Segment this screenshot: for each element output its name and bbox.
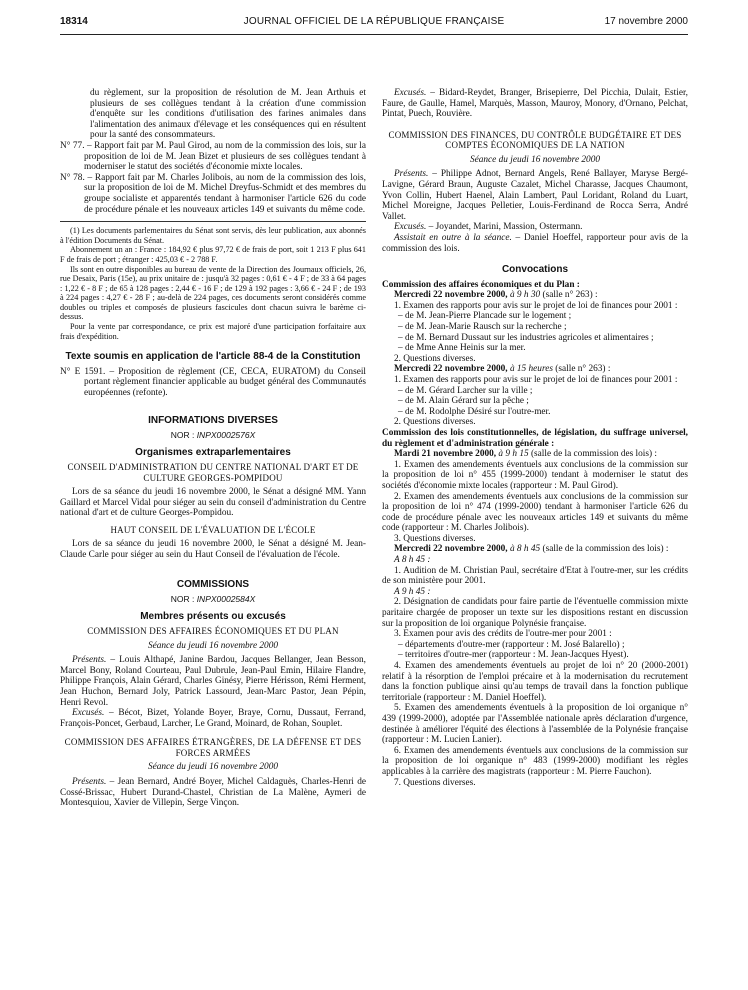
conseil-title: CONSEIL D'ADMINISTRATION DU CENTRE NATIONAL D'ART ET DE CULTURE GEORGES-POMPIDOU bbox=[67, 462, 359, 483]
time-slot: A 8 h 45 : bbox=[394, 555, 431, 566]
footnote-3: Ils sont en outre disponibles au bureau de vente de la Direction des Journaux officiels, 26, rue Desaix, Paris (15e), au prix unitaire de : jusqu'à 32 pages : 0,61 € - 4 F ; de 33 à 64 pages : 1,22 € - 8 F ; de 65 à 128 pages : 2,44 € - 16 F ; de 129 à 192 pages : 3,66 € - 24 F ; de 193 à 224 pages : 4,27 € - 28 F ; au-delà de 224 pages, ces documents seront considérés comme doubles ou triples et composés de plusieurs fascicules dont chacun suivra le barème ci-dessus. bbox=[60, 264, 366, 322]
agenda-subitem: – de M. Alain Gérard sur la pêche ; bbox=[398, 396, 529, 407]
nor-label: NOR : bbox=[170, 594, 195, 605]
informations-diverses-heading: INFORMATIONS DIVERSES bbox=[148, 414, 278, 426]
nor-code: INPX0002584X bbox=[196, 594, 256, 605]
assistait-text: – Daniel Hoeffel, rapporteur pour avis de la commission des lois. bbox=[382, 232, 688, 254]
item-76-continued: du règlement, sur la proposition de résolution de M. Jean Arthuis et plusieurs de ses collègues tendant à la création d'une commission d'enquête sur les conditions d'utilisation des farines animales dans l'alimentation des animaux d'élevage et les conséquences qui en résultent pour la santé des consommateurs. bbox=[90, 88, 366, 141]
agenda-subitem: – de M. Gérard Larcher sur la ville ; bbox=[398, 385, 533, 396]
agenda-subitem: – territoires d'outre-mer (rapporteur : M. Jean-Jacques Hyest). bbox=[398, 650, 629, 661]
item-77: N° 77. – Rapport fait par M. Paul Girod, au nom de la commission des lois, sur la proposition de loi de M. Jean Bizet et plusieurs de ses collègues tendant à moderniser le statut des sociétés d'économie mixte locales. bbox=[60, 140, 366, 173]
right-column bbox=[382, 88, 688, 788]
agenda-item: 5. Examen des amendements éventuels à la proposition de loi organique n° 439 (1999-2000), adoptée par l'Assemblée nationale après déclaration d'urgence, destinée à améliorer l'équité des élections à l'assemblée de la Polynésie française (rapporteur : M. Lucien Lanier). bbox=[382, 703, 688, 746]
page-header bbox=[60, 16, 688, 32]
agenda-item: 2. Désignation de candidats pour faire partie de l'éventuelle commission mixte paritaire chargée de proposer un texte sur les dispositions restant en discussion sur la proposition de loi organique Polynésie française. bbox=[382, 597, 688, 629]
agenda-item: 2. Questions diverses. bbox=[394, 353, 476, 364]
agenda-item: 2. Examen des amendements éventuels aux conclusions de la commission sur la proposition de loi n° 474 (1999-2000) tendant à harmoniser l'article 626 du code de procédure pénale avec les nouveaux articles 149 et suivants du même code (rapporteur : M. Charles Jolibois). bbox=[382, 491, 688, 534]
conseil-text: Lors de sa séance du jeudi 16 novembre 2000, le Sénat a désigné MM. Yann Gaillard et Marcel Vidal pour siéger au sein du conseil d'administration du Centre national d'art et de culture Georges-Pompidou. bbox=[60, 487, 366, 519]
page-number: 18314 bbox=[60, 16, 88, 27]
meeting-room: (salle n° 263) : bbox=[540, 290, 598, 301]
issue-date: 17 novembre 2000 bbox=[604, 16, 688, 27]
agenda-item: 1. Examen des rapports pour avis sur le projet de loi de finances pour 2001 : bbox=[394, 374, 678, 385]
footnotes bbox=[60, 226, 366, 341]
time-slot: A 9 h 45 : bbox=[394, 586, 431, 597]
agenda-item: 3. Questions diverses. bbox=[394, 533, 476, 544]
membres-heading: Membres présents ou excusés bbox=[140, 610, 286, 622]
excuses-names: – Bidard-Reydet, Branger, Brisepierre, Del Picchia, Dulait, Estier, Faure, de Gaulle, Hamel, Marquès, Masson, Mauroy, Monory, d'Ornano, Pelchat, Pintat, Puech, Rouvière. bbox=[382, 88, 688, 120]
commission-heading: Commission des affaires économiques et du Plan : bbox=[382, 279, 580, 290]
meeting-time: à 9 h 30 bbox=[509, 290, 541, 301]
assistait-label: Assistait en outre à la séance. bbox=[394, 232, 512, 243]
haut-conseil-title: HAUT CONSEIL DE L'ÉVALUATION DE L'ÉCOLE bbox=[110, 524, 316, 535]
presents-label: Présents. bbox=[394, 169, 429, 180]
meeting-time: à 8 h 45 bbox=[509, 544, 541, 555]
agenda-subitem: – départements d'outre-mer (rapporteur : M. José Balarello) ; bbox=[398, 639, 625, 650]
meeting-date: Mardi 21 novembre 2000, bbox=[394, 449, 499, 460]
convocations-heading: Convocations bbox=[501, 264, 569, 276]
agenda-item: 4. Examen des amendements éventuels au projet de loi n° 20 (2000-2001) relatif à la résorption de l'emploi précaire et à la modernisation du recrutement dans la fonction publique ainsi qu'au temps de travail dans la fonction publique territoriale (rapporteur : M. Daniel Hoeffel). bbox=[382, 661, 688, 703]
presents-paragraph bbox=[60, 655, 366, 708]
header-rule bbox=[60, 34, 688, 35]
meeting-room: (salle n° 263) : bbox=[552, 364, 611, 375]
meeting-room: (salle de la commission des lois) : bbox=[540, 544, 669, 555]
meeting-line bbox=[382, 449, 688, 460]
seance-date: Séance du jeudi 16 novembre 2000 bbox=[147, 640, 279, 651]
nor-label: NOR : bbox=[170, 430, 195, 441]
meeting-room: (salle de la commission des lois) : bbox=[528, 449, 657, 460]
meeting-date: Mercredi 22 novembre 2000, bbox=[394, 364, 510, 375]
nor-line-1 bbox=[60, 430, 366, 441]
meeting-date: Mercredi 22 novembre 2000, bbox=[394, 290, 510, 301]
excuses-label: Excusés. bbox=[394, 88, 427, 98]
presents-paragraph bbox=[382, 169, 688, 222]
meeting-date: Mercredi 22 novembre 2000, bbox=[394, 544, 510, 555]
agenda-item: 2. Questions diverses. bbox=[394, 417, 476, 428]
nor-code: INPX0002576X bbox=[196, 430, 256, 441]
item-78: N° 78. – Rapport fait par M. Charles Jolibois, au nom de la commission des lois, sur la proposition de loi de M. Michel Dreyfus-Schmidt et des membres du groupe socialiste et apparentés tendant à harmoniser l'article 626 du code de procédure pénale et les nouveaux articles 149 et suivants du même code. bbox=[60, 172, 366, 215]
excuses-paragraph bbox=[382, 88, 688, 120]
meeting-time: à 9 h 15 bbox=[498, 449, 529, 460]
presents-label: Présents. bbox=[72, 777, 107, 788]
haut-conseil-text: Lors de sa séance du jeudi 16 novembre 2000, le Sénat a désigné M. Jean-Claude Carle pour siéger au sein du Haut Conseil de l'évaluation de l'école. bbox=[60, 539, 366, 560]
presents-names: – Philippe Adnot, Bernard Angels, René Ballayer, Maryse Bergé-Lavigne, Gérard Braun, Auguste Cazalet, Michel Charasse, Jacques Chaumont, Yvon Collin, Hubert Haenel, Alain Lambert, Paul Loridant, Roland du Luart, Michel Moreigne, Jacques Pelletier, Louis-Ferdinand de Rocca Serra, André Vallet. bbox=[382, 169, 688, 222]
agenda-subitem: – de M. Rodolphe Désiré sur l'outre-mer. bbox=[398, 406, 551, 417]
presents-names: – Louis Althapé, Janine Bardou, Jacques Bellanger, Jean Besson, Marcel Bony, Roland Courteau, Paul Dubrule, Jean-Paul Emin, Hilaire Flandre, Philippe François, Alain Gérard, Charles Ginésy, Pierre Hérisson, Rémi Herment, Jean Huchon, Bernard Joly, Patrick Lassourd, Jean-Marc Pastor, Jean Pépin, Henri Revol. bbox=[60, 655, 366, 708]
agenda-item: 1. Audition de M. Christian Paul, secrétaire d'Etat à l'outre-mer, sur les crédits de son ministère pour 2001. bbox=[382, 565, 688, 587]
commission-heading: Commission des lois constitutionnelles, de législation, du suffrage universel, du règlement et d'administration générale : bbox=[382, 427, 688, 449]
agenda-subitem: – de M. Jean-Pierre Plancade sur le logement ; bbox=[398, 311, 572, 322]
excuses-paragraph bbox=[60, 708, 366, 729]
meeting-time: à 15 heures bbox=[509, 364, 553, 375]
commission-title: COMMISSION DES FINANCES, DU CONTRÔLE BUDGÉTAIRE ET DES COMPTES ÉCONOMIQUES DE LA NATION bbox=[388, 129, 682, 151]
agenda-item: 1. Examen des rapports pour avis sur le projet de loi de finances pour 2001 : bbox=[394, 300, 678, 311]
footnote-2: Abonnement un an : France : 184,92 € plus 97,72 € de frais de port, soit 1 213 F plus 641 F de frais de port ; étranger : 425,03 € - 2 788 F. bbox=[60, 245, 366, 264]
excuses-label: Excusés. bbox=[394, 222, 427, 233]
presents-names: – Jean Bernard, André Boyer, Michel Caldaguès, Charles-Henri de Cossé-Brissac, Hubert Durand-Chastel, Christian de La Malène, Aymeri de Montesquiou, Xavier de Villepin, Serge Vinçon. bbox=[60, 777, 366, 809]
meeting-line bbox=[382, 290, 688, 301]
organismes-heading: Organismes extraparlementaires bbox=[135, 446, 291, 458]
agenda-item: 1. Examen des amendements éventuels aux conclusions de la commission sur la proposition de loi n° 455 (1999-2000) tendant à moderniser le statut des sociétés d'économie mixte locales (rapporteur : M. Paul Girod). bbox=[382, 459, 688, 491]
agenda-item: 3. Examen pour avis des crédits de l'outre-mer pour 2001 : bbox=[394, 629, 612, 640]
excuses-label: Excusés. bbox=[72, 708, 105, 719]
agenda-subitem: – de M. Jean-Marie Rausch sur la recherche ; bbox=[398, 322, 567, 332]
texte-soumis-heading: Texte soumis en application de l'article 88-4 de la Constitution bbox=[65, 351, 361, 363]
footnote-1: (1) Les documents parlementaires du Sénat sont servis, dès leur publication, aux abonnés à l'édition Documents du Sénat. bbox=[60, 226, 366, 245]
footnote-4: Pour la vente par correspondance, ce prix est majoré d'une participation forfaitaire aux frais d'expédition. bbox=[60, 322, 366, 341]
meeting-line bbox=[382, 544, 688, 555]
presents-label: Présents. bbox=[72, 655, 107, 666]
commission-title: COMMISSION DES AFFAIRES ÉTRANGÈRES, DE LA DÉFENSE ET DES FORCES ARMÉES bbox=[64, 737, 362, 758]
texte-item-e1591: N° E 1591. – Proposition de règlement (CE, CECA, EURATOM) du Conseil portant règlement financier applicable au budget général des Communautés européennes (refonte). bbox=[60, 366, 366, 398]
agenda-item: 7. Questions diverses. bbox=[394, 777, 476, 788]
presents-paragraph bbox=[60, 777, 366, 809]
seance-date: Séance du jeudi 16 novembre 2000 bbox=[147, 762, 279, 773]
excuses-names: – Joyandet, Marini, Massion, Ostermann. bbox=[426, 222, 583, 233]
seance-date: Séance du jeudi 16 novembre 2000 bbox=[469, 154, 601, 165]
excuses-names: – Bécot, Bizet, Yolande Boyer, Braye, Cornu, Dussaut, Ferrand, François-Poncet, Gerbaud, Larcher, Le Grand, Moinard, de Rohan, Souplet. bbox=[60, 708, 366, 729]
agenda-subitem: – de M. Bernard Dussaut sur les industries agricoles et alimentaires ; bbox=[398, 332, 654, 343]
nor-line-2 bbox=[60, 594, 366, 605]
footnote-rule bbox=[60, 221, 366, 222]
meeting-line bbox=[382, 364, 688, 375]
excuses-paragraph bbox=[382, 222, 688, 233]
commissions-heading: COMMISSIONS bbox=[176, 578, 250, 590]
assistait-paragraph bbox=[382, 233, 688, 254]
agenda-item: 6. Examen des amendements éventuels aux conclusions de la commission sur la proposition de loi organique n° 483 (1999-2000) modifiant les règles applicables à la carrière des magistrats (rapporteur : M. Pierre Fauchon). bbox=[382, 745, 688, 777]
commission-title: COMMISSION DES AFFAIRES ÉCONOMIQUES ET DU PLAN bbox=[87, 626, 339, 637]
journal-title: JOURNAL OFFICIEL DE LA RÉPUBLIQUE FRANÇAISE bbox=[243, 16, 505, 27]
agenda-subitem: – de Mme Anne Heinis sur la mer. bbox=[398, 343, 526, 354]
left-column bbox=[60, 88, 366, 809]
